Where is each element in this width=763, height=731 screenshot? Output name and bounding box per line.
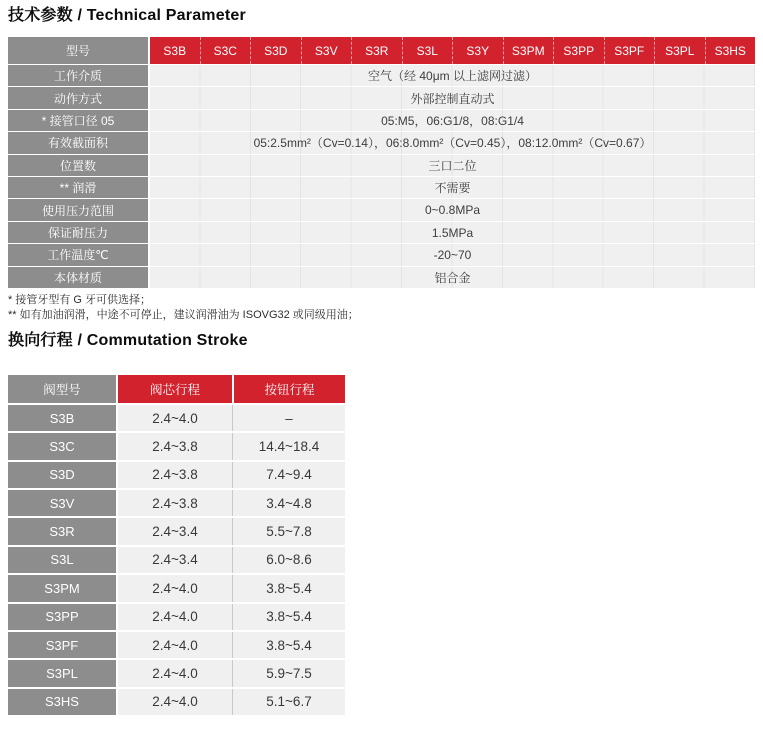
model-header-cell: S3R bbox=[351, 37, 402, 64]
valve-model-cell: S3PL bbox=[8, 660, 118, 686]
table-row bbox=[8, 460, 345, 488]
param-value-cell: 不需要 bbox=[150, 177, 755, 198]
spool-stroke-cell: 2.4~3.4 bbox=[118, 547, 232, 573]
table-row bbox=[8, 403, 345, 431]
param-label-cell: 位置数 bbox=[8, 155, 150, 176]
param-label-cell: 本体材质 bbox=[8, 267, 150, 288]
commutation-stroke-title: 换向行程 / Commutation Stroke bbox=[8, 332, 248, 349]
footnote: ** 如有加油润滑，中途不可停止，建议润滑油为 ISOVG32 或同级用油； bbox=[8, 308, 359, 321]
param-label-cell: * 接管口径 05 bbox=[8, 110, 150, 131]
param-value-cell: 1.5MPa bbox=[150, 222, 755, 243]
button-stroke-cell: 5.1~6.7 bbox=[232, 689, 345, 715]
technical-parameter-header-row bbox=[8, 37, 755, 64]
model-header-cell: S3V bbox=[301, 37, 352, 64]
valve-model-cell: S3V bbox=[8, 490, 118, 516]
param-value-cell: 空气（经 40μm 以上滤网过滤） bbox=[150, 65, 755, 86]
commutation-stroke-body bbox=[8, 403, 345, 715]
table-row bbox=[8, 87, 755, 109]
button-stroke-cell: 6.0~8.6 bbox=[232, 547, 345, 573]
button-stroke-cell: – bbox=[232, 405, 345, 431]
param-label-cell: 动作方式 bbox=[8, 87, 150, 108]
spool-stroke-cell: 2.4~4.0 bbox=[118, 632, 232, 658]
param-label-cell: 有效截面积 bbox=[8, 132, 150, 153]
table-row bbox=[8, 110, 755, 132]
button-stroke-cell: 3.8~5.4 bbox=[232, 632, 345, 658]
table-row bbox=[8, 630, 345, 658]
spool-stroke-header-cell: 阀芯行程 bbox=[118, 375, 232, 403]
button-stroke-cell: 3.8~5.4 bbox=[232, 575, 345, 601]
table-row bbox=[8, 155, 755, 177]
valve-model-header-cell: 阀型号 bbox=[8, 375, 118, 403]
model-header-cells bbox=[150, 37, 755, 64]
technical-parameter-body bbox=[8, 64, 755, 288]
param-value-cell: 三口二位 bbox=[150, 155, 755, 176]
param-label-cell: 工作介质 bbox=[8, 65, 150, 86]
button-stroke-cell: 5.5~7.8 bbox=[232, 518, 345, 544]
button-stroke-header-cell: 按钮行程 bbox=[232, 375, 345, 403]
table-row bbox=[8, 267, 755, 288]
button-stroke-cell: 14.4~18.4 bbox=[232, 433, 345, 459]
param-label-cell: ** 润滑 bbox=[8, 177, 150, 198]
spool-stroke-cell: 2.4~4.0 bbox=[118, 575, 232, 601]
param-value-cell: -20~70 bbox=[150, 244, 755, 265]
valve-model-cell: S3PF bbox=[8, 632, 118, 658]
technical-parameter-table bbox=[8, 37, 755, 288]
valve-model-cell: S3HS bbox=[8, 689, 118, 715]
table-row bbox=[8, 545, 345, 573]
button-stroke-cell: 3.8~5.4 bbox=[232, 604, 345, 630]
valve-model-cell: S3PM bbox=[8, 575, 118, 601]
param-value-cell: 05:M5，06:G1/8，08:G1/4 bbox=[150, 110, 755, 131]
param-value-cell: 铝合金 bbox=[150, 267, 755, 288]
model-corner-cell: 型号 bbox=[8, 37, 150, 64]
valve-model-cell: S3R bbox=[8, 518, 118, 544]
valve-model-cell: S3L bbox=[8, 547, 118, 573]
table-row bbox=[8, 516, 345, 544]
footnotes bbox=[8, 293, 359, 322]
table-row bbox=[8, 602, 345, 630]
param-label-cell: 保证耐压力 bbox=[8, 222, 150, 243]
table-row bbox=[8, 658, 345, 686]
table-row bbox=[8, 488, 345, 516]
model-header-cell: S3PP bbox=[553, 37, 604, 64]
valve-model-cell: S3B bbox=[8, 405, 118, 431]
table-row bbox=[8, 65, 755, 87]
param-value-cell: 0~0.8MPa bbox=[150, 199, 755, 220]
table-row bbox=[8, 199, 755, 221]
valve-model-cell: S3D bbox=[8, 462, 118, 488]
model-header-cell: S3B bbox=[163, 43, 187, 58]
spool-stroke-cell: 2.4~3.8 bbox=[118, 462, 232, 488]
button-stroke-cell: 7.4~9.4 bbox=[232, 462, 345, 488]
model-header-cell: S3Y bbox=[452, 37, 503, 64]
table-row bbox=[8, 222, 755, 244]
table-row bbox=[8, 687, 345, 715]
model-header-cell: S3PM bbox=[503, 37, 554, 64]
button-stroke-cell: 3.4~4.8 bbox=[232, 490, 345, 516]
spool-stroke-cell: 2.4~3.8 bbox=[118, 433, 232, 459]
spool-stroke-cell: 2.4~4.0 bbox=[118, 689, 232, 715]
spool-stroke-cell: 2.4~3.8 bbox=[118, 490, 232, 516]
table-row bbox=[8, 244, 755, 266]
model-header-cell: S3D bbox=[250, 37, 301, 64]
model-header-cell: S3L bbox=[402, 37, 453, 64]
param-value-cell: 05:2.5mm²（Cv=0.14），06:8.0mm²（Cv=0.45），08:12.0mm²（Cv=0.67） bbox=[150, 132, 755, 153]
spool-stroke-cell: 2.4~4.0 bbox=[118, 604, 232, 630]
valve-model-cell: S3C bbox=[8, 433, 118, 459]
model-header-cell: S3PL bbox=[654, 37, 705, 64]
button-stroke-cell: 5.9~7.5 bbox=[232, 660, 345, 686]
commutation-stroke-table bbox=[8, 375, 345, 715]
table-row bbox=[8, 177, 755, 199]
valve-model-cell: S3PP bbox=[8, 604, 118, 630]
commutation-stroke-header-row bbox=[8, 375, 345, 403]
table-row bbox=[8, 431, 345, 459]
model-header-cell: S3C bbox=[200, 37, 251, 64]
param-label-cell: 使用压力范围 bbox=[8, 199, 150, 220]
param-value-cell: 外部控制直动式 bbox=[150, 87, 755, 108]
table-row bbox=[8, 132, 755, 154]
param-label-cell: 工作温度℃ bbox=[8, 244, 150, 265]
footnote: * 接管牙型有 G 牙可供选择； bbox=[8, 294, 152, 306]
model-header-cell: S3HS bbox=[705, 37, 756, 64]
spool-stroke-cell: 2.4~3.4 bbox=[118, 518, 232, 544]
spool-stroke-cell: 2.4~4.0 bbox=[118, 405, 232, 431]
model-header-cell: S3PF bbox=[604, 37, 655, 64]
table-row bbox=[8, 573, 345, 601]
technical-parameter-title: 技术参数 / Technical Parameter bbox=[8, 7, 246, 24]
spool-stroke-cell: 2.4~4.0 bbox=[118, 660, 232, 686]
